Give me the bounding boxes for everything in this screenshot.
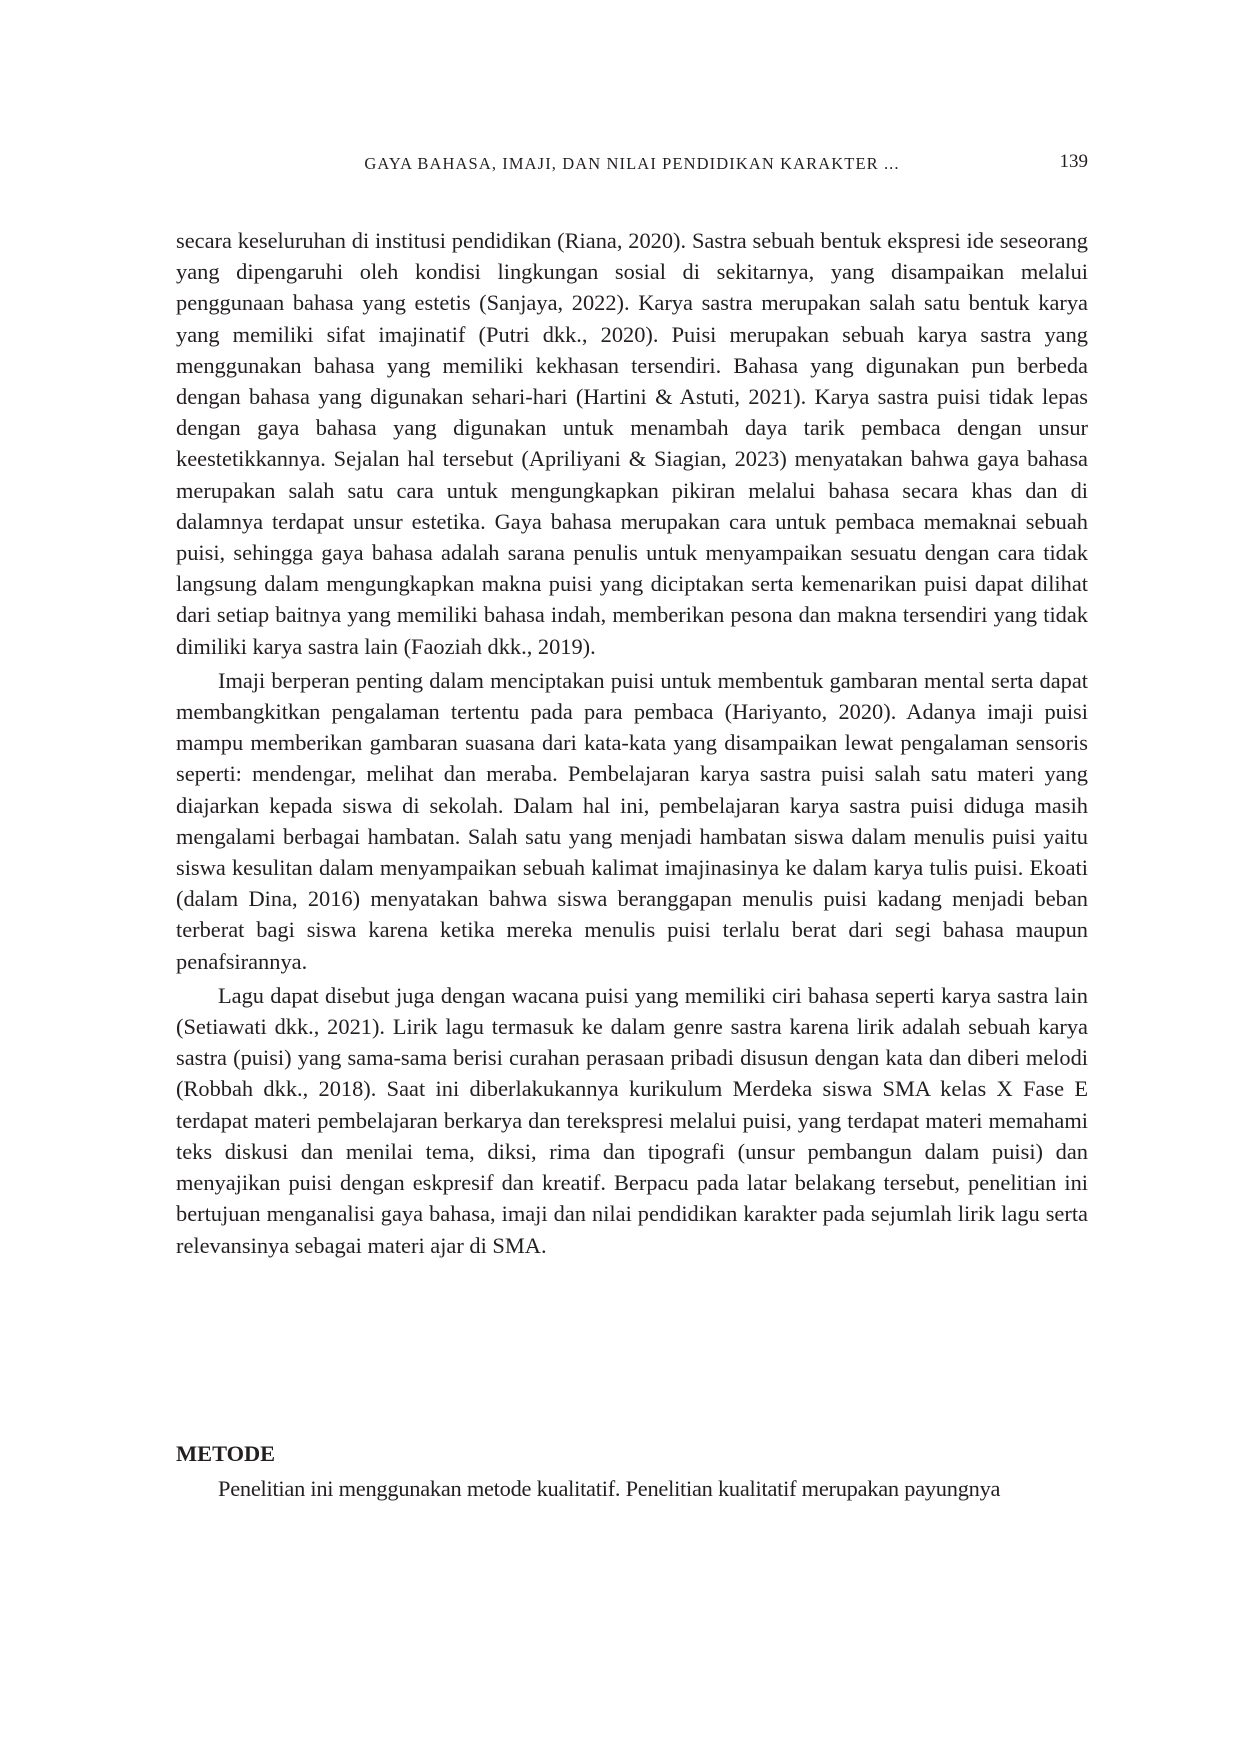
running-header — [176, 150, 1088, 178]
section-heading: METODE — [176, 1441, 276, 1466]
body-text — [176, 225, 1088, 1261]
section-metode — [176, 1438, 1088, 1504]
page-number: 139 — [1059, 151, 1088, 172]
paragraph-lagu: Lagu dapat disebut juga dengan wacana puisi yang memiliki ciri bahasa seperti karya sastra lain (Setiawati dkk., 2021). Lirik lagu termasuk ke dalam genre sastra karena lirik adalah sebuah karya sastra (puisi) yang sama-sama berisi curahan perasaan pribadi disusun dengan kata dan diberi melodi (Robbah dkk., 2018). Saat ini diberlakukannya kurikulum Merdeka siswa SMA kelas X Fase E terdapat materi pembelajaran berkarya dan terekspresi melalui puisi, yang terdapat materi memahami teks diskusi dan menilai tema, diksi, rima dan tipografi (unsur pembangun dalam puisi) dan menyajikan puisi dengan eskpresif dan kreatif. Berpacu pada latar belakang tersebut, penelitian ini bertujuan menganalisi gaya bahasa, imaji dan nilai pendidikan karakter pada sejumlah lirik lagu serta relevansinya sebagai materi ajar di SMA. — [176, 982, 1088, 1258]
section-first-line: Penelitian ini menggunakan metode kualitatif. Penelitian kualitatif merupakan payungnya — [218, 1476, 1001, 1501]
paragraph-imaji: Imaji berperan penting dalam menciptakan puisi untuk membentuk gambaran mental serta dapat membangkitkan pengalaman tertentu pada para pembaca (Hariyanto, 2020). Adanya imaji puisi mampu memberikan gambaran suasana dari kata-kata yang disampaikan lewat pengalaman sensoris seperti: mendengar, melihat dan meraba. Pembelajaran karya sastra puisi salah satu materi yang diajarkan kepada siswa di sekolah. Dalam hal ini, pembelajaran karya sastra puisi diduga masih mengalami berbagai hambatan. Salah satu yang menjadi hambatan siswa dalam menulis puisi yaitu siswa kesulitan dalam menyampaikan sebuah kalimat imajinasinya ke dalam karya tulis puisi. Ekoati (dalam Dina, 2016) menyatakan bahwa siswa beranggapan menulis puisi kadang menjadi beban terberat bagi siswa karena ketika mereka menulis puisi terlalu berat dari segi bahasa maupun penafsirannya. — [176, 667, 1088, 974]
paragraph-continued: secara keseluruhan di institusi pendidikan (Riana, 2020). Sastra sebuah bentuk ekspresi ide seseorang yang dipengaruhi oleh kondisi lingkungan sosial di sekitarnya, yang disampaikan melalui penggunaan bahasa yang estetis (Sanjaya, 2022). Karya sastra merupakan salah satu bentuk karya yang memiliki sifat imajinatif (Putri dkk., 2020). Puisi merupakan sebuah karya sastra yang menggunakan bahasa yang memiliki kekhasan tersendiri. Bahasa yang digunakan pun berbeda dengan bahasa yang digunakan sehari-hari (Hartini & Astuti, 2021). Karya sastra puisi tidak lepas dengan gaya bahasa yang digunakan untuk menambah daya tarik pembaca dengan unsur keestetikkannya. Sejalan hal tersebut (Apriliyani & Siagian, 2023) menyatakan bahwa gaya bahasa merupakan salah satu cara untuk mengungkapkan pikiran melalui bahasa secara khas dan di dalamnya terdapat unsur estetika. Gaya bahasa merupakan cara untuk pembaca memaknai sebuah puisi, sehingga gaya bahasa adalah sarana penulis untuk menyampaikan sesuatu dengan cara tidak langsung dalam mengungkapkan makna puisi yang diciptakan serta kemenarikan puisi dapat dilihat dari setiap baitnya yang memiliki bahasa indah, memberikan pesona dan makna tersendiri yang tidak dimiliki karya sastra lain (Faoziah dkk., 2019). — [176, 228, 1088, 659]
running-title: GAYA BAHASA, IMAJI, DAN NILAI PENDIDIKAN KARAKTER ... — [364, 154, 900, 173]
